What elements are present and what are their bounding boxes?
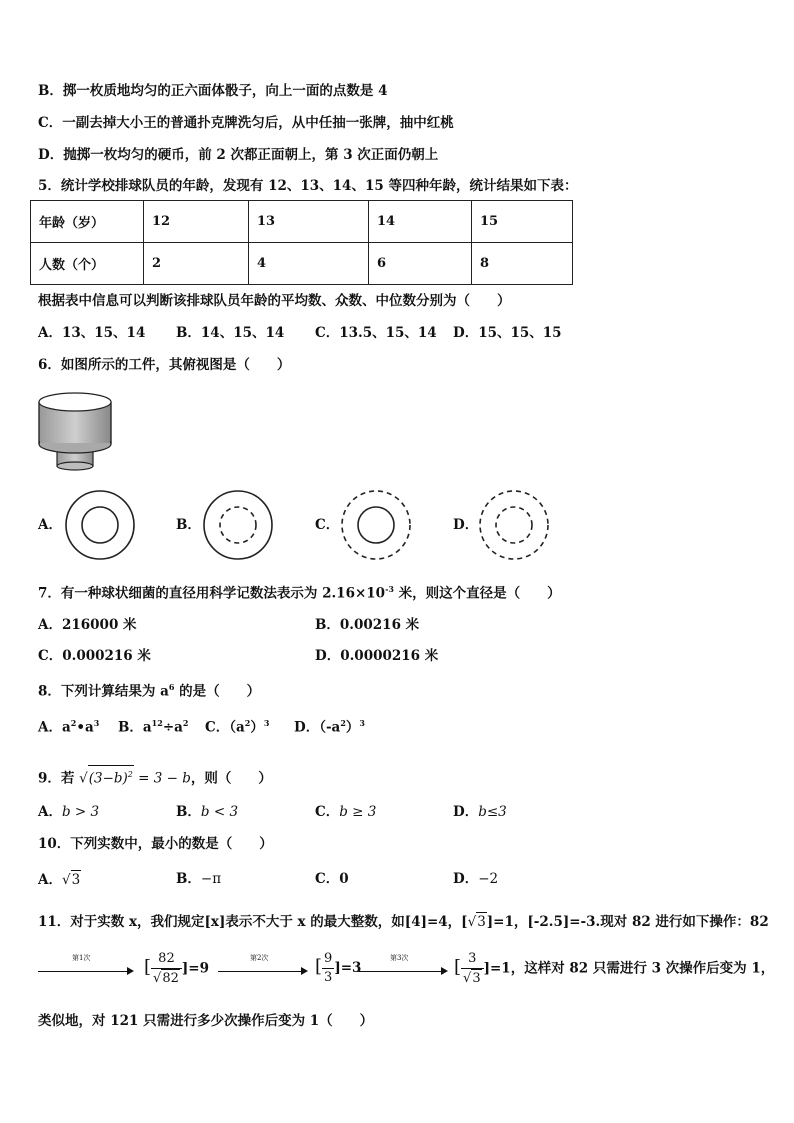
q5-stem: 5．统计学校排球队员的年龄，发现有 12、13、14、15 等四种年龄，统计结果如下表： [38, 178, 578, 194]
q10a-label: A． [38, 872, 62, 888]
q6-label-c: C． [315, 517, 340, 533]
q8c-pre: C．（a [205, 719, 245, 736]
step3-label: 第3次 [390, 954, 409, 962]
q9-radical: √ [79, 770, 88, 787]
fraction-numerator: 82 [151, 950, 182, 969]
q11-radical: √ [467, 914, 477, 930]
q9a-math: b > 3 [61, 804, 100, 820]
q8c-mid: ） [250, 719, 264, 736]
q10-option-a [38, 870, 81, 889]
q11-sqrt-value: 3 [477, 914, 486, 930]
q9a-label: A． [38, 804, 62, 820]
q8a-exp2: 3 [93, 718, 100, 728]
q4-option-b: B．掷一枚质地均匀的正六面体骰子，向上一面的点数是 4 [38, 83, 388, 99]
q8b-exp2: 2 [182, 718, 189, 728]
sqrt-radicand: 82 [162, 971, 179, 986]
q9c-label: C． [315, 804, 340, 820]
q7-option-d: D．0.0000216 米 [315, 648, 439, 664]
step2-arrow [218, 954, 308, 973]
q8a-exp1: 2 [70, 718, 77, 728]
step3-arrow [358, 954, 448, 973]
q4-option-d: D．抛掷一枚均匀的硬币，前 2 次都正面朝上，第 3 次正面仍朝上 [38, 147, 439, 163]
fraction-denominator: 3 [324, 970, 333, 985]
q7-stem-text: 7．有一种球状细菌的直径用科学记数法表示为 2.16×10 [38, 585, 386, 602]
q8d-exp1: 2 [340, 718, 346, 728]
q9-stem-tail: ，则（ ） [190, 770, 272, 787]
q8-stem [38, 678, 260, 701]
q6-label-a: A． [38, 517, 62, 533]
q5-option-d: D．15、15、15 [453, 325, 562, 341]
fraction-82-sqrt82 [151, 950, 182, 988]
q8-option-d [294, 714, 365, 737]
table-cell: 12 [144, 201, 249, 243]
q8c-exp1: 2 [244, 718, 251, 728]
q7-exponent: -3 [385, 584, 394, 594]
q9b-math: b < 3 [200, 804, 239, 820]
option-b-inner-dashed [198, 486, 278, 564]
q9-rhs: = 3 − b [133, 770, 191, 787]
q11-step2-expression [315, 950, 361, 987]
q11-step1-expression [144, 950, 209, 988]
q7-stem [38, 580, 561, 603]
q9-option-b [176, 803, 238, 821]
q6-label-b: B． [176, 517, 201, 533]
q7-option-c: C．0.000216 米 [38, 648, 151, 664]
q7-option-b: B．0.00216 米 [315, 617, 420, 633]
table-row [31, 201, 573, 243]
q11-step2-result: ]=3 [334, 960, 362, 976]
table-cell: 6 [369, 243, 472, 285]
bracket-left: [ [144, 956, 152, 978]
q9-radicand [88, 765, 134, 788]
q8a-pre: A．a [38, 719, 71, 736]
q11-line3: 类似地，对 121 只需进行多少次操作后变为 1（ ） [38, 1013, 374, 1029]
q8d-mid: ） [345, 719, 360, 736]
q9-option-c [315, 803, 376, 821]
table-cell: 8 [472, 243, 573, 285]
q8-option-a [38, 714, 99, 737]
table-cell: 人数（个） [31, 243, 144, 285]
q5-option-a: A．13、15、14 [38, 325, 146, 341]
q10a-radical: √ [61, 872, 71, 888]
workpiece-figure [36, 388, 118, 474]
q10b-math: −π [200, 871, 222, 887]
q8-option-b [118, 714, 188, 737]
q8b-pre: B．a [118, 719, 152, 736]
q10d-label: D． [453, 871, 479, 887]
bracket-left: [ [454, 956, 462, 978]
q8b-mid: ÷a [162, 719, 183, 736]
table-cell: 14 [369, 201, 472, 243]
q10-stem: 10．下列实数中，最小的数是（ ） [38, 836, 273, 852]
q11-stem-a: 11．对于实数 x，我们规定[x]表示不大于 x 的最大整数，如[4]=4，[ [38, 914, 468, 930]
q8-exponent: 6 [168, 682, 175, 692]
arrow-head [441, 967, 448, 975]
option-d-both-dashed [474, 486, 554, 564]
q8b-exp1: 12 [151, 718, 163, 728]
q9d-label: D． [453, 804, 479, 820]
table-row [31, 243, 573, 285]
q10b-label: B． [176, 871, 201, 887]
fraction-3-sqrt3 [461, 950, 484, 988]
q9-option-d [453, 803, 507, 821]
table-cell: 15 [472, 201, 573, 243]
q6-label-d: D． [453, 517, 479, 533]
q10-option-c [315, 870, 349, 888]
q10d-math: −2 [478, 871, 499, 887]
q10-option-d [453, 870, 498, 888]
q4-option-c: C．一副去掉大小王的普通扑克牌洗匀后，从中任抽一张牌，抽中红桃 [38, 115, 454, 131]
q11-stem [38, 912, 769, 931]
q10-option-b [176, 870, 221, 888]
q9d-math: b≤3 [478, 804, 507, 820]
q9c-math: b ≥ 3 [339, 804, 377, 820]
arrow-head [127, 967, 134, 975]
fraction-denominator: √3 [463, 971, 481, 986]
q5-option-b: B．14、15、14 [176, 325, 285, 341]
q8c-exp2: 3 [263, 718, 270, 728]
bracket-left: [ [315, 956, 323, 977]
fraction-numerator: 9 [322, 950, 334, 969]
q8-stem-tail: 的是（ ） [174, 683, 261, 700]
fraction-numerator: 3 [461, 950, 484, 969]
q8-option-c [205, 714, 269, 737]
q10c-label: C． [315, 871, 340, 887]
table-cell: 4 [249, 243, 369, 285]
q11-step3-expression [454, 950, 774, 988]
fraction-9-3 [322, 950, 334, 987]
step1-arrow [38, 954, 134, 973]
q11-step3-result: ]=1，这样对 82 只需进行 3 次操作后变为 1， [483, 960, 775, 977]
table-cell: 2 [144, 243, 249, 285]
q5-question: 根据表中信息可以判断该排球队员年龄的平均数、众数、中位数分别为（ ） [38, 293, 511, 309]
q11-stem-b: ]=1，[-2.5]=-3.现对 82 进行如下操作：82 [486, 914, 769, 930]
q7-option-a: A．216000 米 [38, 617, 137, 633]
step1-label: 第1次 [72, 954, 91, 962]
q6-stem: 6．如图所示的工件，其俯视图是（ ） [38, 357, 291, 373]
q9-radicand-exp: 2 [127, 770, 133, 779]
q8-stem-text: 8．下列计算结果为 a [38, 683, 169, 700]
fraction-denominator: √82 [153, 971, 179, 986]
option-c-outer-dashed [336, 486, 416, 564]
q9b-label: B． [176, 804, 201, 820]
q8a-mid: •a [76, 719, 94, 736]
age-table [30, 200, 573, 285]
table-cell: 13 [249, 201, 369, 243]
option-a-solid-rings [60, 486, 140, 564]
arrow-head [301, 967, 308, 975]
table-cell: 年龄（岁） [31, 201, 144, 243]
q10a-math: 3 [71, 872, 81, 888]
q5-option-c: C．13.5、15、14 [315, 325, 437, 341]
q9-stem [38, 765, 272, 788]
step2-label: 第2次 [250, 954, 269, 962]
q9-stem-text: 9．若 [38, 770, 75, 787]
arrow-shaft [38, 971, 128, 972]
q10c-math: 0 [339, 871, 349, 887]
q9-radicand-text: (3−b) [88, 770, 128, 787]
q7-stem-tail: 米，则这个直径是（ ） [393, 585, 561, 602]
q11-step1-result: ]=9 [181, 960, 209, 977]
arrow-shaft [218, 971, 302, 972]
arrow-shaft [358, 971, 442, 972]
q9-option-a [38, 803, 99, 821]
q8d-exp2: 3 [359, 718, 365, 728]
q8d-pre: D．（-a [294, 719, 341, 736]
sqrt-radicand: 3 [472, 971, 481, 986]
